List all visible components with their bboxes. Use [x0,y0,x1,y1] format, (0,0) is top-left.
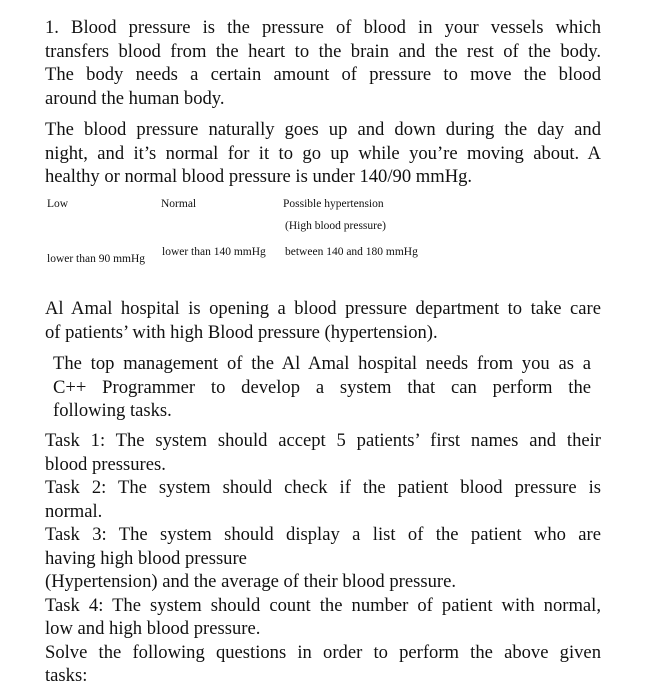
task-line: Task 4: The system should count the number of patient with normal, [45,594,601,616]
text-line: 1. Blood pressure is the pressure of blood in your vessels which [45,17,601,38]
task-line: normal. [45,500,103,522]
paragraph-hospital-intro [45,297,601,344]
text-line: C++ Programmer to develop a system that can perform the [53,376,591,398]
text-line: following tasks. [53,400,172,421]
task-line: Task 3: The system should display a list of the patient who are [45,524,601,545]
text-line: of patients’ with high Blood pressure (hypertension). [45,321,438,343]
task-line: Solve the following questions in order to perform the above given [45,641,601,663]
header-normal: Normal [161,198,197,210]
task-line: Task 1: The system should accept 5 patients’ first names and their [45,430,601,451]
text-line: Al Amal hospital is opening a blood pressure department to take care [45,298,601,319]
text-line: transfers blood from the heart to the brain and the rest of the body. [45,40,601,62]
task-line: tasks: [45,665,88,686]
header-high-blood-pressure: (High blood pressure) [285,220,386,232]
text-line: The blood pressure naturally goes up and down during the day and [45,119,601,140]
text-line: night, and it’s normal for it to go up while you’re moving about. A [45,142,601,164]
task-list [45,429,601,688]
value-low: lower than 90 mmHg [47,253,146,265]
task-line: blood pressures. [45,453,166,475]
task-line: Task 2: The system should check if the patient blood pressure is [45,477,601,498]
paragraph-blood-pressure-definition [45,16,601,110]
paragraph-management-request [53,352,591,423]
value-normal: lower than 140 mmHg [162,246,266,258]
value-hypertension: between 140 and 180 mmHg [285,246,418,258]
task-line: low and high blood pressure. [45,618,261,639]
header-low: Low [47,198,69,210]
text-line: around the human body. [45,87,225,109]
text-line: healthy or normal blood pressure is under 140/90 mmHg. [45,166,473,187]
text-line: The body needs a certain amount of pressure to move the blood [45,64,601,85]
header-possible-hypertension: Possible hypertension [283,198,384,210]
text-line: The top management of the Al Amal hospital needs from you as a [53,353,591,374]
task-line: (Hypertension) and the average of their blood pressure. [45,571,456,592]
task-line: having high blood pressure [45,547,247,569]
paragraph-normal-blood-pressure [45,118,601,189]
